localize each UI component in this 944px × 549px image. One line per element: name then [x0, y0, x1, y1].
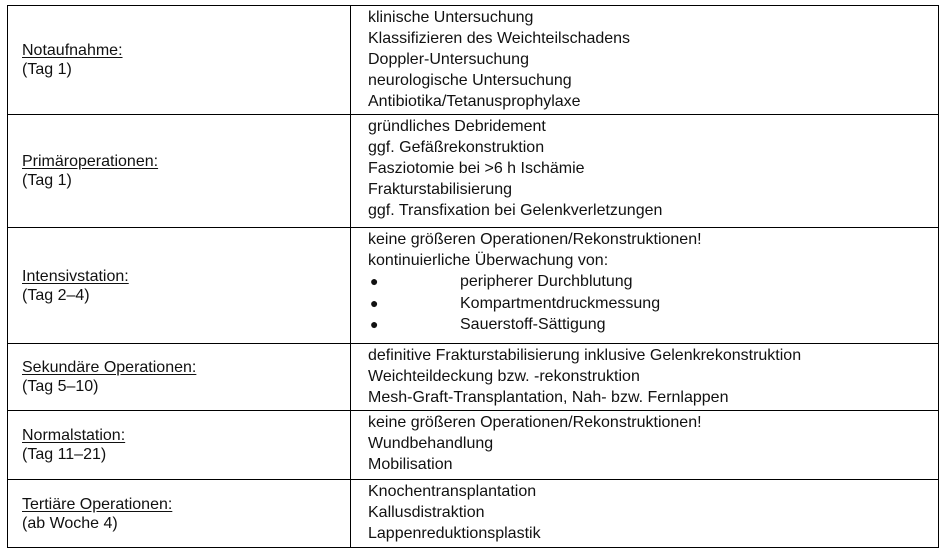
measure-item: klinische Untersuchung	[368, 9, 534, 26]
measures-cell	[351, 344, 939, 411]
measures-cell	[351, 411, 939, 480]
measure-item: Antibiotika/Tetanusprophylaxe	[368, 93, 581, 110]
table-row-intensivstation	[8, 228, 939, 344]
measure-item: Frakturstabilisierung	[368, 181, 513, 198]
measures-cell	[351, 6, 939, 115]
table-row-tertiaere-operationen	[8, 480, 939, 548]
phase-title: Primäroperationen:	[22, 153, 159, 170]
phase-cell	[8, 6, 351, 115]
bullet-item	[368, 293, 938, 315]
phase-time: (Tag 11–21)	[22, 446, 107, 463]
bullet-text: Sauerstoff-Sättigung	[460, 316, 606, 333]
phase-time: (Tag 2–4)	[22, 286, 90, 304]
phase-cell	[8, 480, 351, 548]
measure-item: Weichteildeckung bzw. -rekonstruktion	[368, 368, 640, 385]
bullet-item	[368, 314, 938, 336]
phase-cell	[8, 228, 351, 344]
measure-item: ggf. Gefäßrekonstruktion	[368, 139, 545, 156]
measure-item: Doppler-Untersuchung	[368, 51, 529, 68]
bullet-icon: ●	[370, 273, 379, 289]
bullet-icon: ●	[370, 294, 379, 311]
phase-cell	[8, 411, 351, 480]
measure-item: keine größeren Operationen/Rekonstruktionen!	[368, 231, 702, 248]
measures-cell	[351, 115, 939, 228]
measure-item: Mobilisation	[368, 456, 453, 473]
measure-item: neurologische Untersuchung	[368, 72, 572, 89]
measures-cell	[351, 228, 939, 344]
measure-item: Mesh-Graft-Transplantation, Nah- bzw. Fernlappen	[368, 389, 729, 406]
measure-item: Wundbehandlung	[368, 435, 494, 452]
phase-time: (Tag 5–10)	[22, 378, 99, 395]
measure-item: definitive Frakturstabilisierung inklusive Gelenkrekonstruktion	[368, 347, 802, 364]
phase-title: Intensivstation:	[22, 267, 129, 285]
measure-item: Kallusdistraktion	[368, 504, 485, 521]
measure-item: gründliches Debridement	[368, 118, 546, 135]
table-row-notaufnahme	[8, 6, 939, 115]
measure-item: Fasziotomie bei >6 h Ischämie	[368, 160, 585, 177]
phase-title: Tertiäre Operationen:	[22, 495, 173, 513]
measure-item: kontinuierliche Überwachung von:	[368, 252, 609, 269]
measure-item: Knochentransplantation	[368, 483, 537, 500]
table-row-sekundaere-operationen	[8, 344, 939, 411]
phase-cell	[8, 344, 351, 411]
phase-cell	[8, 115, 351, 228]
phase-title: Sekundäre Operationen:	[22, 359, 197, 376]
bullet-icon: ●	[370, 316, 379, 332]
measure-item: keine größeren Operationen/Rekonstruktionen!	[368, 414, 702, 431]
bullet-item	[368, 271, 938, 293]
bullet-text: Kompartmentdruckmessung	[460, 294, 661, 312]
measure-item: Klassifizieren des Weichteilschadens	[368, 30, 631, 47]
treatment-phases-table	[7, 5, 939, 548]
phase-title: Normalstation:	[22, 427, 126, 444]
phase-time: (Tag 1)	[22, 61, 72, 78]
measure-item: ggf. Transfixation bei Gelenkverletzungen	[368, 202, 663, 219]
measure-item: Lappenreduktionsplastik	[368, 525, 541, 542]
measures-cell	[351, 480, 939, 548]
bullet-text: peripherer Durchblutung	[460, 273, 633, 290]
phase-time: (Tag 1)	[22, 172, 72, 189]
phase-time: (ab Woche 4)	[22, 514, 118, 532]
table-row-normalstation	[8, 411, 939, 480]
table-row-primaeroperationen	[8, 115, 939, 228]
phase-title: Notaufnahme:	[22, 42, 123, 59]
